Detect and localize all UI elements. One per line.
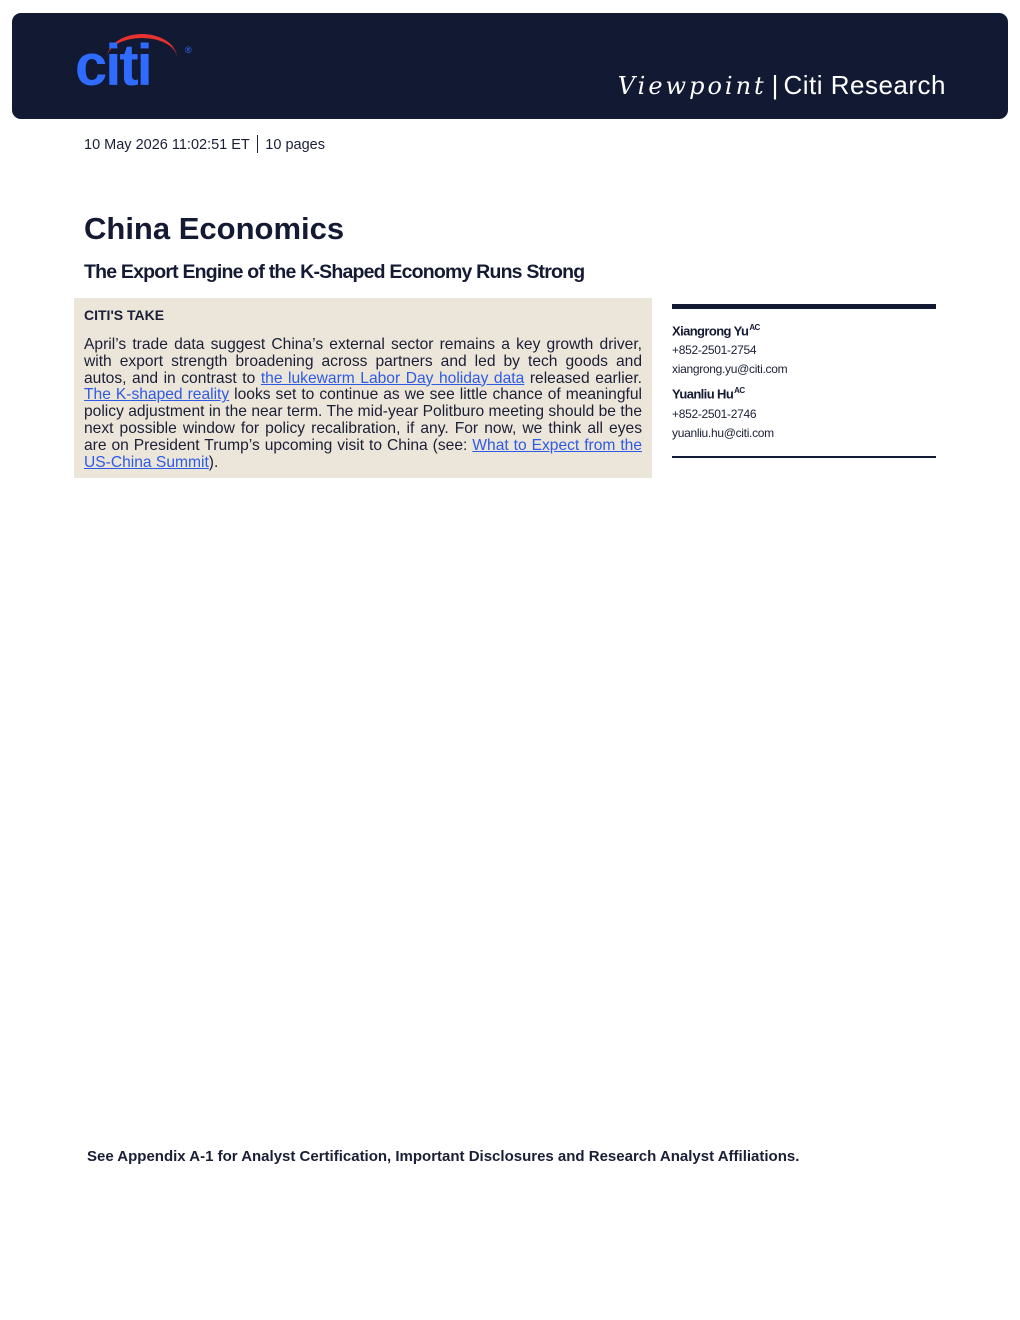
k-shaped-reality-link[interactable]: The K-shaped reality (84, 386, 230, 404)
author-name (672, 323, 936, 338)
page-count: 10 pages (265, 137, 325, 153)
author-phone: +852-2501-2746 (672, 406, 757, 421)
citis-take-box (74, 298, 652, 478)
report-datetime: 10 May 2026 11:02:51 ET (84, 137, 250, 153)
report-meta (84, 135, 325, 153)
author-entry (672, 323, 936, 376)
appendix-disclaimer: See Appendix A-1 for Analyst Certification, Important Disclosures and Research Analyst Affiliations. (87, 1148, 800, 1165)
logo-text: citi (75, 33, 151, 98)
author-email[interactable]: yuanliu.hu@citi.com (672, 425, 774, 440)
header-banner (12, 13, 1008, 119)
brand-title (618, 70, 946, 101)
author-phone: +852-2501-2754 (672, 343, 757, 358)
author-panel (672, 304, 936, 458)
viewpoint-label: Viewpoint (617, 72, 767, 100)
author-email[interactable]: xiangrong.yu@citi.com (672, 362, 788, 377)
author-cert-mark: AC (749, 323, 760, 332)
author-panel-bottom-rule (672, 456, 936, 458)
take-text-segment: April’s trade data suggest China’s external sector remains a key growth driver, with export strength broadening across partners and led by tech goods and autos, and in contrast to (84, 336, 642, 387)
citis-take-heading: CITI'S TAKE (84, 307, 165, 323)
brand-separator: | (771, 70, 779, 100)
take-text-segment: released earlier. (524, 369, 642, 387)
page-subtitle: The Export Engine of the K-Shaped Economy Runs Strong (84, 261, 585, 283)
citi-research-label: Citi Research (783, 70, 946, 100)
citis-take-text (84, 337, 642, 471)
page-title: China Economics (84, 211, 345, 246)
author-entry (672, 386, 936, 439)
labor-day-data-link[interactable]: the lukewarm Labor Day holiday data (260, 369, 525, 387)
take-text-segment: looks set to continue as we see little chance of meaningful policy adjustment in the near term. The mid-year Politburo meeting should be the next possible window for policy recalibration, if any. For now, we think all eyes are on President Trump’s upcoming visit to China (see: (84, 386, 642, 454)
author-name-text: Xiangrong Yu (672, 323, 749, 339)
registered-mark: ® (185, 45, 192, 55)
author-name-text: Yuanliu Hu (672, 386, 734, 402)
author-panel-top-rule (672, 304, 936, 309)
us-china-summit-link[interactable]: What to Expect from the US-China Summit (84, 436, 642, 471)
author-cert-mark: AC (734, 386, 745, 396)
take-text-segment: ). (208, 453, 219, 471)
author-name (672, 386, 936, 401)
meta-divider (257, 135, 259, 153)
citi-logo[interactable] (75, 33, 192, 103)
